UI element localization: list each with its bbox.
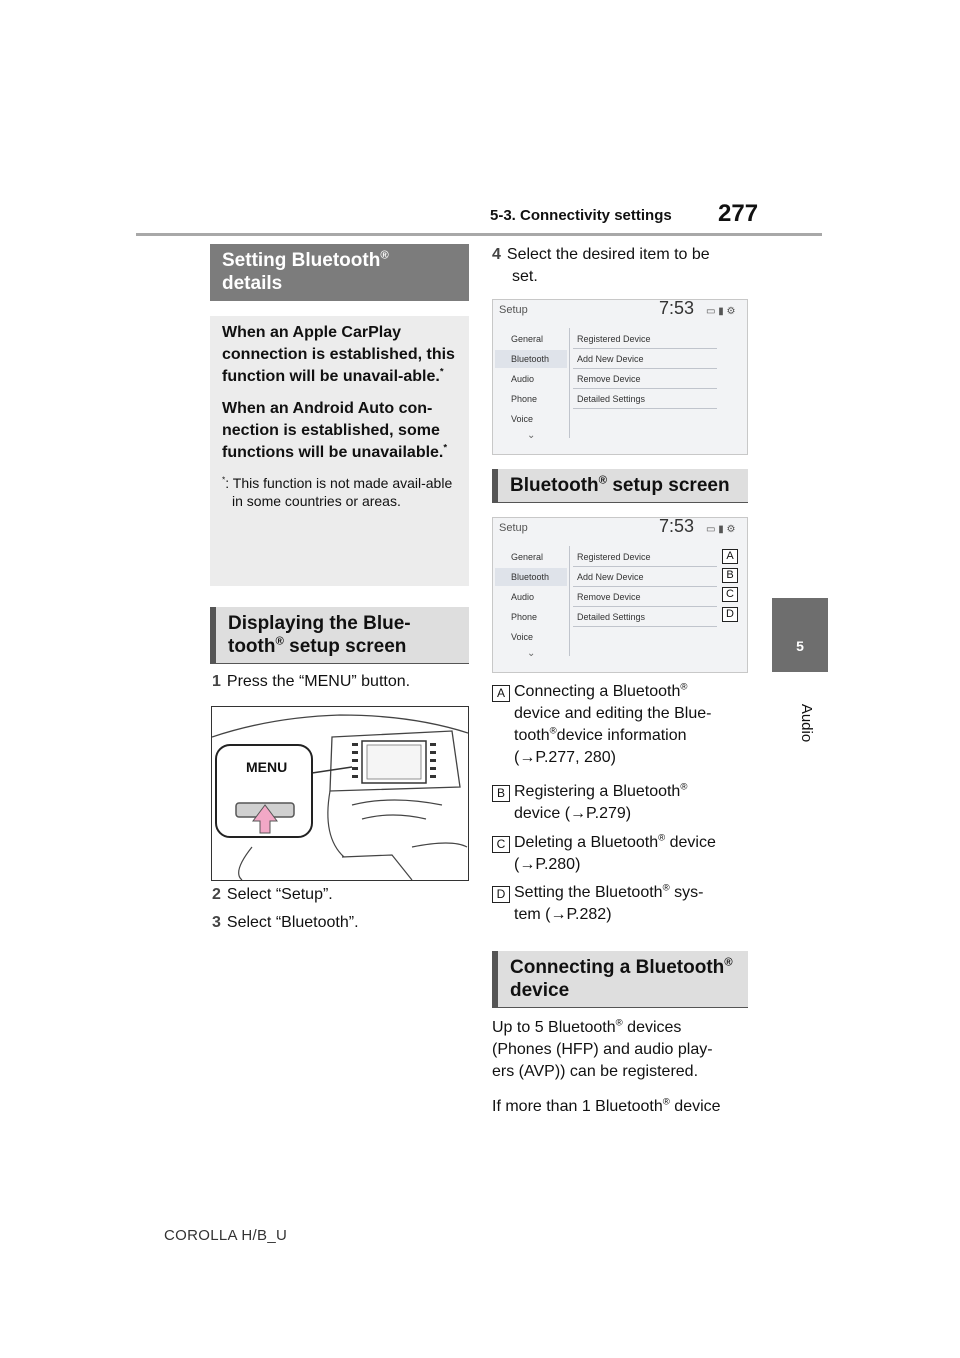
setup-screen-1 bbox=[492, 299, 748, 455]
heading-bluetooth-setup-screen: Bluetooth® setup screen bbox=[492, 469, 748, 503]
item-detailed-settings: Detailed Settings bbox=[577, 394, 646, 404]
screen-title: Setup bbox=[499, 522, 528, 534]
desc-label-c: C bbox=[492, 836, 510, 853]
dashboard-drawing bbox=[212, 707, 468, 880]
dashboard-illustration bbox=[211, 706, 469, 881]
step-2: 2 Select “Setup”. bbox=[212, 886, 333, 903]
item-divider bbox=[573, 606, 717, 607]
item-divider bbox=[573, 388, 717, 389]
item-divider bbox=[573, 368, 717, 369]
desc-d: Setting the Bluetooth® sys- tem (→P.282) bbox=[514, 882, 704, 923]
section-title: 5-3. Connectivity settings bbox=[490, 207, 672, 224]
setup-screen-2 bbox=[492, 517, 748, 673]
callout-c: C bbox=[722, 587, 738, 602]
item-detailed-settings: Detailed Settings bbox=[577, 612, 646, 622]
chapter-tab bbox=[772, 598, 828, 672]
heading-text-line2: details bbox=[222, 273, 283, 294]
menu-general: General bbox=[511, 334, 544, 344]
note-carplay: When an Apple CarPlay connection is established, this function will be unavail-able.* bbox=[222, 324, 455, 385]
menu-bluetooth: Bluetooth bbox=[511, 572, 550, 582]
item-add-new-device: Add New Device bbox=[577, 572, 644, 582]
menu-voice: Voice bbox=[511, 632, 534, 642]
menu-general: General bbox=[511, 552, 544, 562]
note-android: When an Android Auto con-nection is established, some functions will be unavailable.* bbox=[222, 400, 448, 461]
item-divider bbox=[573, 348, 717, 349]
status-icons: ▭ ▮ ⚙ bbox=[706, 306, 736, 317]
header-divider bbox=[136, 233, 822, 236]
desc-c: Deleting a Bluetooth® device (→P.280) bbox=[514, 832, 716, 873]
desc-b: Registering a Bluetooth® device (→P.279) bbox=[514, 781, 688, 822]
divider bbox=[569, 546, 570, 656]
heading-text: Setting Bluetooth bbox=[222, 250, 381, 271]
screen-title: Setup bbox=[499, 304, 528, 316]
divider bbox=[569, 328, 570, 438]
callout-b: B bbox=[722, 568, 738, 583]
status-icons: ▭ ▮ ⚙ bbox=[706, 524, 736, 535]
item-remove-device: Remove Device bbox=[577, 374, 641, 384]
menu-audio: Audio bbox=[511, 374, 535, 384]
item-divider bbox=[573, 566, 717, 567]
callout-a: A bbox=[722, 549, 738, 564]
menu-bluetooth: Bluetooth bbox=[511, 354, 550, 364]
desc-label-b: B bbox=[492, 785, 510, 802]
screen-time: 7:53 bbox=[659, 298, 695, 318]
item-divider bbox=[573, 408, 717, 409]
footer-model: COROLLA H/B_U bbox=[164, 1227, 288, 1244]
step-4: 4 Select the desired item to be set. bbox=[492, 246, 710, 285]
desc-a: Connecting a Bluetooth® device and editing the Blue- tooth®device information (→P.277, 280) bbox=[514, 681, 712, 766]
screen-time: 7:53 bbox=[659, 516, 695, 536]
paragraph-more-devices: If more than 1 Bluetooth® device bbox=[492, 1096, 721, 1115]
heading-connecting-device: Connecting a Bluetooth® device bbox=[492, 951, 748, 1008]
step-3: 3 Select “Bluetooth”. bbox=[212, 914, 359, 931]
note-footnote: *: This function is not made avail-able in some countries or areas. bbox=[222, 474, 453, 509]
item-registered-device: Registered Device bbox=[577, 552, 651, 562]
heading-setting-bluetooth bbox=[210, 244, 469, 301]
callout-d: D bbox=[722, 607, 738, 622]
menu-phone: Phone bbox=[511, 612, 538, 622]
note-box bbox=[210, 316, 469, 586]
item-add-new-device: Add New Device bbox=[577, 354, 644, 364]
menu-audio: Audio bbox=[511, 592, 535, 602]
item-registered-device: Registered Device bbox=[577, 334, 651, 344]
page-number: 277 bbox=[718, 200, 759, 227]
chevron-down-icon: ⌄ bbox=[527, 430, 536, 441]
chapter-label: Audio bbox=[798, 703, 815, 743]
chevron-down-icon: ⌄ bbox=[527, 648, 536, 659]
chapter-number: 5 bbox=[796, 638, 804, 654]
registered-mark: ® bbox=[380, 249, 389, 262]
menu-button-label: MENU bbox=[246, 759, 288, 775]
item-divider bbox=[573, 586, 717, 587]
desc-label-d: D bbox=[492, 886, 510, 903]
desc-label-a: A bbox=[492, 685, 510, 702]
step-1: 1 Press the “MENU” button. bbox=[212, 673, 411, 690]
paragraph-registered-devices: Up to 5 Bluetooth® devices (Phones (HFP) and audio play- ers (AVP)) can be registered. bbox=[492, 1017, 713, 1080]
menu-voice: Voice bbox=[511, 414, 534, 424]
menu-phone: Phone bbox=[511, 394, 538, 404]
heading-displaying-setup: Displaying the Blue- tooth® setup screen bbox=[210, 607, 469, 664]
item-remove-device: Remove Device bbox=[577, 592, 641, 602]
item-divider bbox=[573, 626, 717, 627]
